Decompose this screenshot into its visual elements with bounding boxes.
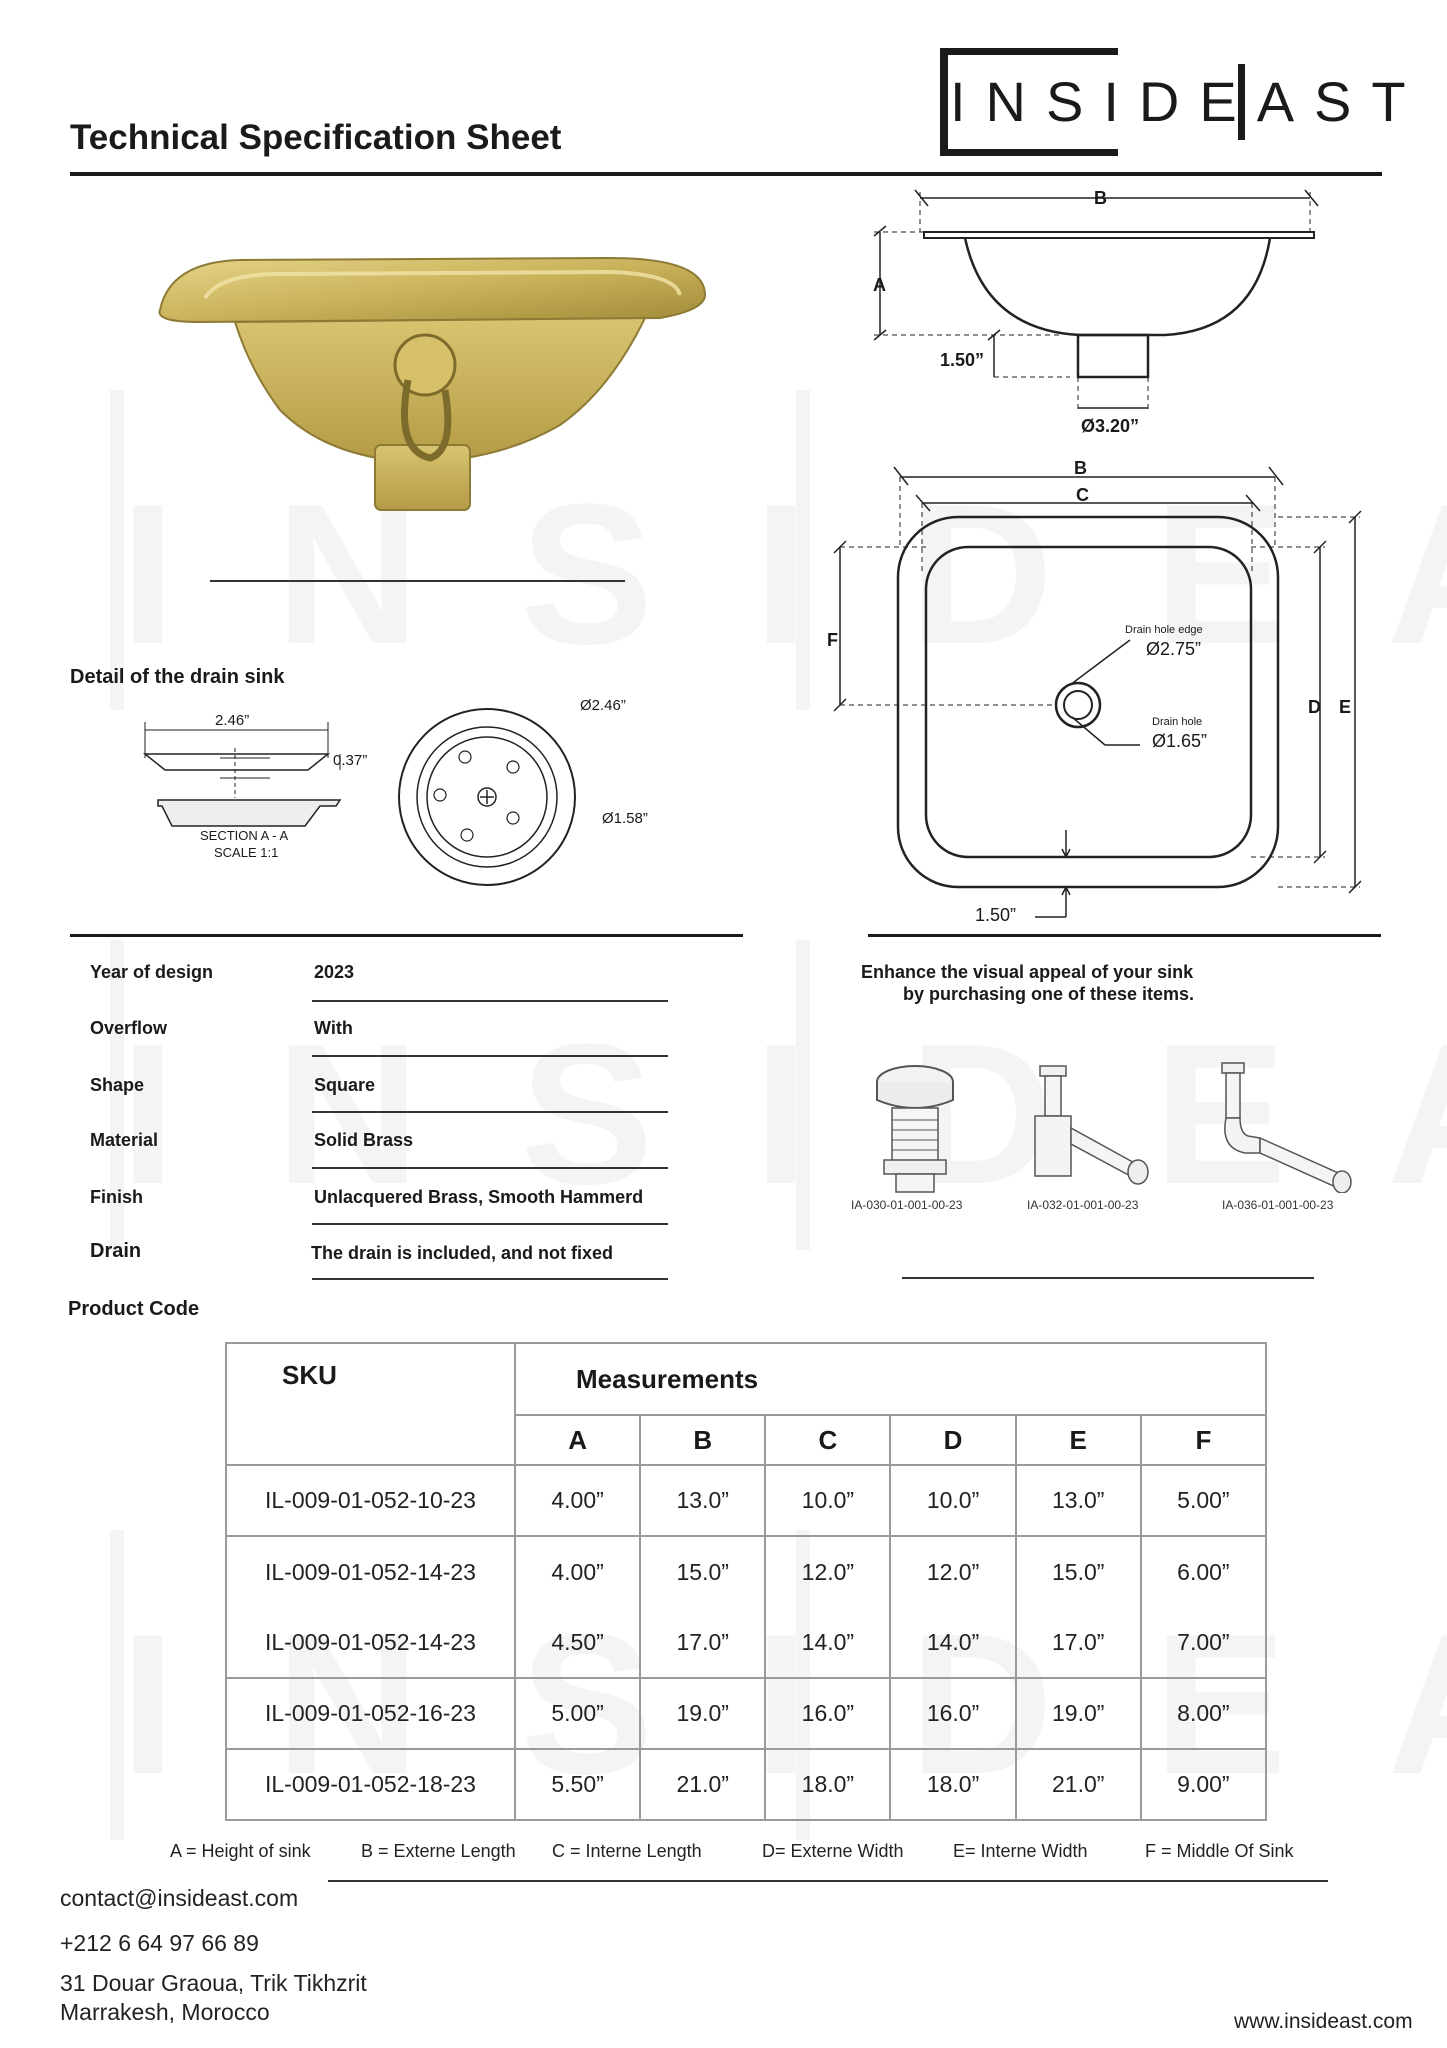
- accessory-bottle-trap-image: [1030, 1058, 1160, 1193]
- legend-rule: [328, 1880, 1328, 1882]
- value-cell: 13.0”: [640, 1465, 765, 1536]
- spec-line-finish: [312, 1223, 668, 1225]
- top-dim-e: E: [1339, 697, 1352, 717]
- drain-hole-label: Drain hole: [1152, 716, 1203, 728]
- legend-f: F = Middle Of Sink: [1145, 1841, 1294, 1861]
- value-cell: 5.00”: [1141, 1465, 1266, 1536]
- spec-divider-right: [868, 934, 1381, 937]
- contact-address-line2: Marrakesh, Morocco: [60, 1999, 270, 2025]
- drain-plan-drawing: [395, 705, 580, 890]
- value-cell: 19.0”: [1016, 1678, 1141, 1749]
- drain-section-drawing: [140, 718, 370, 838]
- rim-width-value: 1.50”: [975, 905, 1017, 925]
- spec-label-drain: Drain: [90, 1240, 142, 1262]
- spec-divider-left: [70, 934, 743, 937]
- contact-phone[interactable]: +212 6 64 97 66 89: [60, 1930, 259, 1956]
- drain-edge-value: Ø2.75”: [1146, 639, 1202, 659]
- top-dim-d: D: [1308, 697, 1321, 717]
- website-link[interactable]: www.insideast.com: [1234, 2010, 1413, 2033]
- contact-email[interactable]: contact@insideast.com: [60, 1885, 299, 1911]
- legend-d: D= Externe Width: [762, 1841, 904, 1861]
- value-cell: 14.0”: [765, 1607, 890, 1678]
- photo-caption-rule: [210, 580, 625, 582]
- column-header-b: B: [640, 1415, 765, 1465]
- column-header-a: A: [515, 1415, 640, 1465]
- spec-value-finish: Unlacquered Brass, Smooth Hammerd: [314, 1187, 644, 1207]
- sku-cell: IL-009-01-052-14-23: [226, 1536, 515, 1607]
- value-cell: 10.0”: [890, 1465, 1015, 1536]
- legend-c: C = Interne Length: [552, 1841, 702, 1861]
- product-code-table: [225, 1342, 1267, 1821]
- table-row: [226, 1536, 1266, 1607]
- value-cell: 8.00”: [1141, 1678, 1266, 1749]
- value-cell: 4.00”: [515, 1536, 640, 1607]
- logo-frame-gap-bottom: [1118, 140, 1258, 164]
- top-dim-c: C: [1076, 485, 1089, 505]
- spec-label-material: Material: [90, 1130, 159, 1150]
- spec-label-shape: Shape: [90, 1075, 145, 1095]
- side-dim-b: B: [1094, 188, 1107, 208]
- accessories-heading-line2: by purchasing one of these items.: [903, 984, 1195, 1004]
- accessories-rule: [902, 1277, 1314, 1279]
- value-cell: 7.00”: [1141, 1607, 1266, 1678]
- side-profile-drawing: [860, 180, 1340, 450]
- spec-line-year: [312, 1000, 668, 1002]
- value-cell: 21.0”: [1016, 1749, 1141, 1820]
- measurements-header: Measurements: [515, 1343, 1266, 1415]
- value-cell: 13.0”: [1016, 1465, 1141, 1536]
- sku-header: SKU: [226, 1343, 515, 1465]
- value-cell: 15.0”: [640, 1536, 765, 1607]
- value-cell: 4.00”: [515, 1465, 640, 1536]
- drain-width-value: 2.46”: [215, 712, 250, 729]
- column-header-f: F: [1141, 1415, 1266, 1465]
- value-cell: 17.0”: [640, 1607, 765, 1678]
- legend-e: E= Interne Width: [953, 1841, 1088, 1861]
- sink-photo: [140, 240, 720, 520]
- value-cell: 12.0”: [765, 1536, 890, 1607]
- product-code-heading: Product Code: [68, 1298, 200, 1320]
- contact-address-line1: 31 Douar Graoua, Trik Tikhzrit: [60, 1970, 367, 1996]
- value-cell: 5.50”: [515, 1749, 640, 1820]
- side-dim-drain-depth: 1.50”: [940, 350, 985, 370]
- drain-edge-label: Drain hole edge: [1125, 624, 1203, 636]
- side-dim-a: A: [873, 275, 886, 295]
- value-cell: 15.0”: [1016, 1536, 1141, 1607]
- value-cell: 10.0”: [765, 1465, 890, 1536]
- drain-outer-diameter: Ø2.46”: [580, 697, 626, 714]
- sku-cell: IL-009-01-052-14-23: [226, 1607, 515, 1678]
- table-row: [226, 1607, 1266, 1678]
- spec-value-overflow: With: [314, 1018, 353, 1038]
- value-cell: 14.0”: [890, 1607, 1015, 1678]
- sku-cell: IL-009-01-052-18-23: [226, 1749, 515, 1820]
- drain-inner-diameter: Ø1.58”: [602, 810, 648, 827]
- accessories-heading-line1: Enhance the visual appeal of your sink: [861, 962, 1194, 982]
- spec-value-material: Solid Brass: [314, 1130, 414, 1150]
- legend-b: B = Externe Length: [361, 1841, 516, 1861]
- column-header-d: D: [890, 1415, 1015, 1465]
- spec-label-year: Year of design: [90, 962, 214, 982]
- top-dim-b: B: [1074, 458, 1087, 478]
- spec-value-drain: The drain is included, and not fixed: [311, 1243, 614, 1263]
- spec-line-shape: [312, 1111, 668, 1113]
- spec-line-drain: [312, 1278, 668, 1280]
- table-row: [226, 1465, 1266, 1536]
- drain-hole-value: Ø1.65”: [1152, 731, 1208, 751]
- spec-value-shape: Square: [314, 1075, 376, 1095]
- header-rule: [70, 172, 1382, 176]
- column-header-e: E: [1016, 1415, 1141, 1465]
- legend-a: A = Height of sink: [170, 1841, 311, 1861]
- spec-value-year: 2023: [314, 962, 355, 982]
- drain-detail-heading: Detail of the drain sink: [70, 666, 285, 688]
- drain-section-caption: SECTION A - A: [200, 828, 289, 843]
- spec-line-material: [312, 1167, 668, 1169]
- spec-label-finish: Finish: [90, 1187, 143, 1207]
- side-dim-drain-diameter: Ø3.20”: [1081, 416, 1140, 436]
- spec-line-overflow: [312, 1055, 668, 1057]
- value-cell: 9.00”: [1141, 1749, 1266, 1820]
- spec-label-overflow: Overflow: [90, 1018, 168, 1038]
- value-cell: 17.0”: [1016, 1607, 1141, 1678]
- table-row: [226, 1749, 1266, 1820]
- value-cell: 16.0”: [765, 1678, 890, 1749]
- value-cell: 18.0”: [890, 1749, 1015, 1820]
- value-cell: 19.0”: [640, 1678, 765, 1749]
- column-header-c: C: [765, 1415, 890, 1465]
- value-cell: 5.00”: [515, 1678, 640, 1749]
- accessory-code-3: IA-036-01-001-00-23: [1222, 1198, 1334, 1212]
- drain-scale-caption: SCALE 1:1: [214, 845, 279, 860]
- top-view-drawing: [820, 455, 1380, 935]
- logo-frame-gap-top: [1118, 40, 1258, 64]
- value-cell: 6.00”: [1141, 1536, 1266, 1607]
- top-dim-f: F: [827, 630, 838, 650]
- value-cell: 12.0”: [890, 1536, 1015, 1607]
- sku-cell: IL-009-01-052-16-23: [226, 1678, 515, 1749]
- table-row: [226, 1678, 1266, 1749]
- sku-cell: IL-009-01-052-10-23: [226, 1465, 515, 1536]
- brand-logo-text: INSIDEAST: [950, 70, 1426, 133]
- accessory-code-2: IA-032-01-001-00-23: [1027, 1198, 1139, 1212]
- value-cell: 21.0”: [640, 1749, 765, 1820]
- accessory-p-trap-image: [1200, 1058, 1360, 1193]
- drain-height-value: 0.37”: [333, 752, 368, 769]
- value-cell: 18.0”: [765, 1749, 890, 1820]
- page-title: Technical Specification Sheet: [70, 118, 562, 157]
- value-cell: 4.50”: [515, 1607, 640, 1678]
- value-cell: 16.0”: [890, 1678, 1015, 1749]
- accessory-popup-drain-image: [870, 1060, 960, 1195]
- accessory-code-1: IA-030-01-001-00-23: [851, 1198, 963, 1212]
